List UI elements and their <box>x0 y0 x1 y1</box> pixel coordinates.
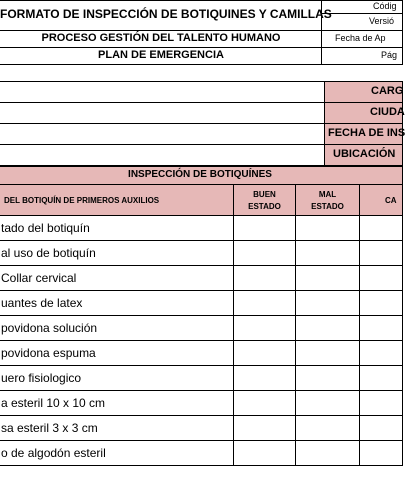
col-qty-header: CA <box>385 196 397 205</box>
good-cell[interactable] <box>233 440 296 466</box>
item-label: povidona espuma <box>1 346 96 360</box>
qty-cell[interactable] <box>359 365 403 391</box>
item-label: tado del botiquín <box>1 221 90 235</box>
bad-cell[interactable] <box>295 365 360 391</box>
info-label-fecha: FECHA DE INS <box>328 127 405 139</box>
col-item-header: DEL BOTIQUÍN DE PRIMEROS AUXILIOS <box>4 196 160 205</box>
col-bad-header-1: MAL <box>318 190 337 199</box>
bad-cell[interactable] <box>295 240 360 266</box>
good-cell[interactable] <box>233 240 296 266</box>
bad-cell[interactable] <box>295 390 360 416</box>
meta-date: Fecha de Ap <box>335 33 386 43</box>
qty-cell[interactable] <box>359 240 403 266</box>
bad-cell[interactable] <box>295 415 360 441</box>
item-label: uantes de latex <box>1 296 83 310</box>
col-bad-header-2: ESTADO <box>311 202 344 211</box>
item-label: Collar cervical <box>1 271 77 285</box>
qty-cell[interactable] <box>359 415 403 441</box>
good-cell[interactable] <box>233 290 296 316</box>
item-label: o de algodón esteril <box>1 446 106 460</box>
good-cell[interactable] <box>233 265 296 291</box>
meta-version: Versió <box>369 16 395 26</box>
qty-cell[interactable] <box>359 215 403 241</box>
form-title: FORMATO DE INSPECCIÓN DE BOTIQUINES Y CAMILLAS <box>0 7 332 21</box>
item-label: a esteril 10 x 10 cm <box>1 396 106 410</box>
info-label-cargo: CARG <box>371 85 404 97</box>
plan-title: PLAN DE EMERGENCIA <box>98 49 224 61</box>
item-label: uero fisiologico <box>1 371 82 385</box>
good-cell[interactable] <box>233 340 296 366</box>
bad-cell[interactable] <box>295 340 360 366</box>
bad-cell[interactable] <box>295 265 360 291</box>
meta-page: Pág <box>381 50 398 60</box>
info-label-ciudad: CIUDA <box>370 106 405 118</box>
qty-cell[interactable] <box>359 315 403 341</box>
qty-cell[interactable] <box>359 290 403 316</box>
info-label-ubicacion: UBICACIÓN <box>333 148 396 160</box>
good-cell[interactable] <box>233 315 296 341</box>
item-label: sa esteril 3 x 3 cm <box>1 421 98 435</box>
item-label: povidona solución <box>1 321 98 335</box>
good-cell[interactable] <box>233 415 296 441</box>
qty-cell[interactable] <box>359 390 403 416</box>
qty-cell[interactable] <box>359 265 403 291</box>
bad-cell[interactable] <box>295 215 360 241</box>
section-title: INSPECCIÓN DE BOTIQUÍNES <box>128 169 272 180</box>
qty-cell[interactable] <box>359 440 403 466</box>
process-title: PROCESO GESTIÓN DEL TALENTO HUMANO <box>41 32 281 44</box>
col-good-header-1: BUEN <box>253 190 276 199</box>
qty-cell[interactable] <box>359 340 403 366</box>
good-cell[interactable] <box>233 390 296 416</box>
bad-cell[interactable] <box>295 440 360 466</box>
item-label: al uso de botiquín <box>1 246 96 260</box>
bad-cell[interactable] <box>295 315 360 341</box>
good-cell[interactable] <box>233 215 296 241</box>
meta-code: Códig <box>373 1 397 11</box>
good-cell[interactable] <box>233 365 296 391</box>
bad-cell[interactable] <box>295 290 360 316</box>
col-good-header-2: ESTADO <box>248 202 281 211</box>
